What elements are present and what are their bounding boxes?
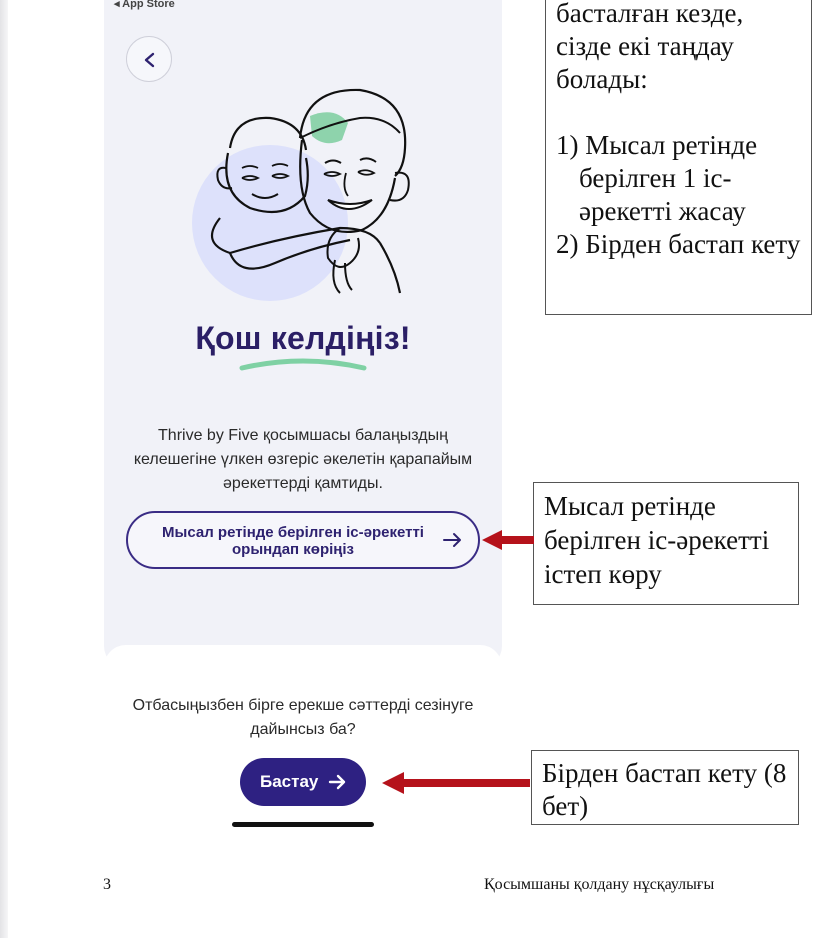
- note-top-line: болады:: [556, 64, 648, 94]
- note-top-line: сізде екі таңдау: [556, 31, 734, 61]
- try-example-label: Мысал ретінде берілген іс-әрекетті орындап көріңіз: [162, 524, 424, 558]
- document-footer-title: Қосымшаны қолдану нұсқаулығы: [484, 876, 715, 893]
- status-back-to-app-store[interactable]: ◂ App Store: [114, 0, 175, 10]
- note-try-example: Мысал ретінде берілген іс-әрекетті істеп көру: [533, 482, 799, 605]
- app-screenshot: [104, 0, 502, 668]
- note-two-choices: [545, 0, 812, 315]
- start-button[interactable]: [240, 758, 366, 806]
- note-choice-1: 1) Мысал ретінде берілген 1 іс-әрекетті жасау: [556, 130, 758, 226]
- bottom-sheet: [104, 645, 502, 845]
- arrow-right-icon: [442, 530, 464, 550]
- note-top-line: басталған кезде,: [556, 0, 744, 28]
- start-label: Бастау: [260, 772, 319, 791]
- parent-child-illustration: [190, 78, 420, 303]
- note-choice-2: 2) Бірден бастап кету: [556, 229, 801, 259]
- page-number: 3: [103, 876, 111, 893]
- home-indicator: [232, 822, 374, 827]
- title-underline-decoration: [238, 354, 368, 374]
- arrow-right-icon: [328, 773, 348, 791]
- red-pointer-arrow-icon: [480, 528, 536, 552]
- back-button[interactable]: [126, 36, 172, 82]
- page-edge-shadow: [0, 0, 8, 938]
- chevron-left-icon: [127, 37, 173, 83]
- try-example-activity-button[interactable]: [126, 511, 480, 569]
- ready-question: Отбасыңызбен бірге ерекше сәттерді сезінуге дайынсыз ба?: [132, 697, 474, 738]
- note-start-directly: Бірден бастап кету (8 бет): [531, 750, 799, 825]
- intro-description: Thrive by Five қосымшасы балаңыздың келешегіне үлкен өзгеріс әкелетін қарапайым әрекеттерді қамтиды.: [133, 427, 473, 492]
- red-pointer-arrow-icon: [380, 770, 532, 796]
- welcome-title: Қош келдіңіз!: [195, 320, 411, 356]
